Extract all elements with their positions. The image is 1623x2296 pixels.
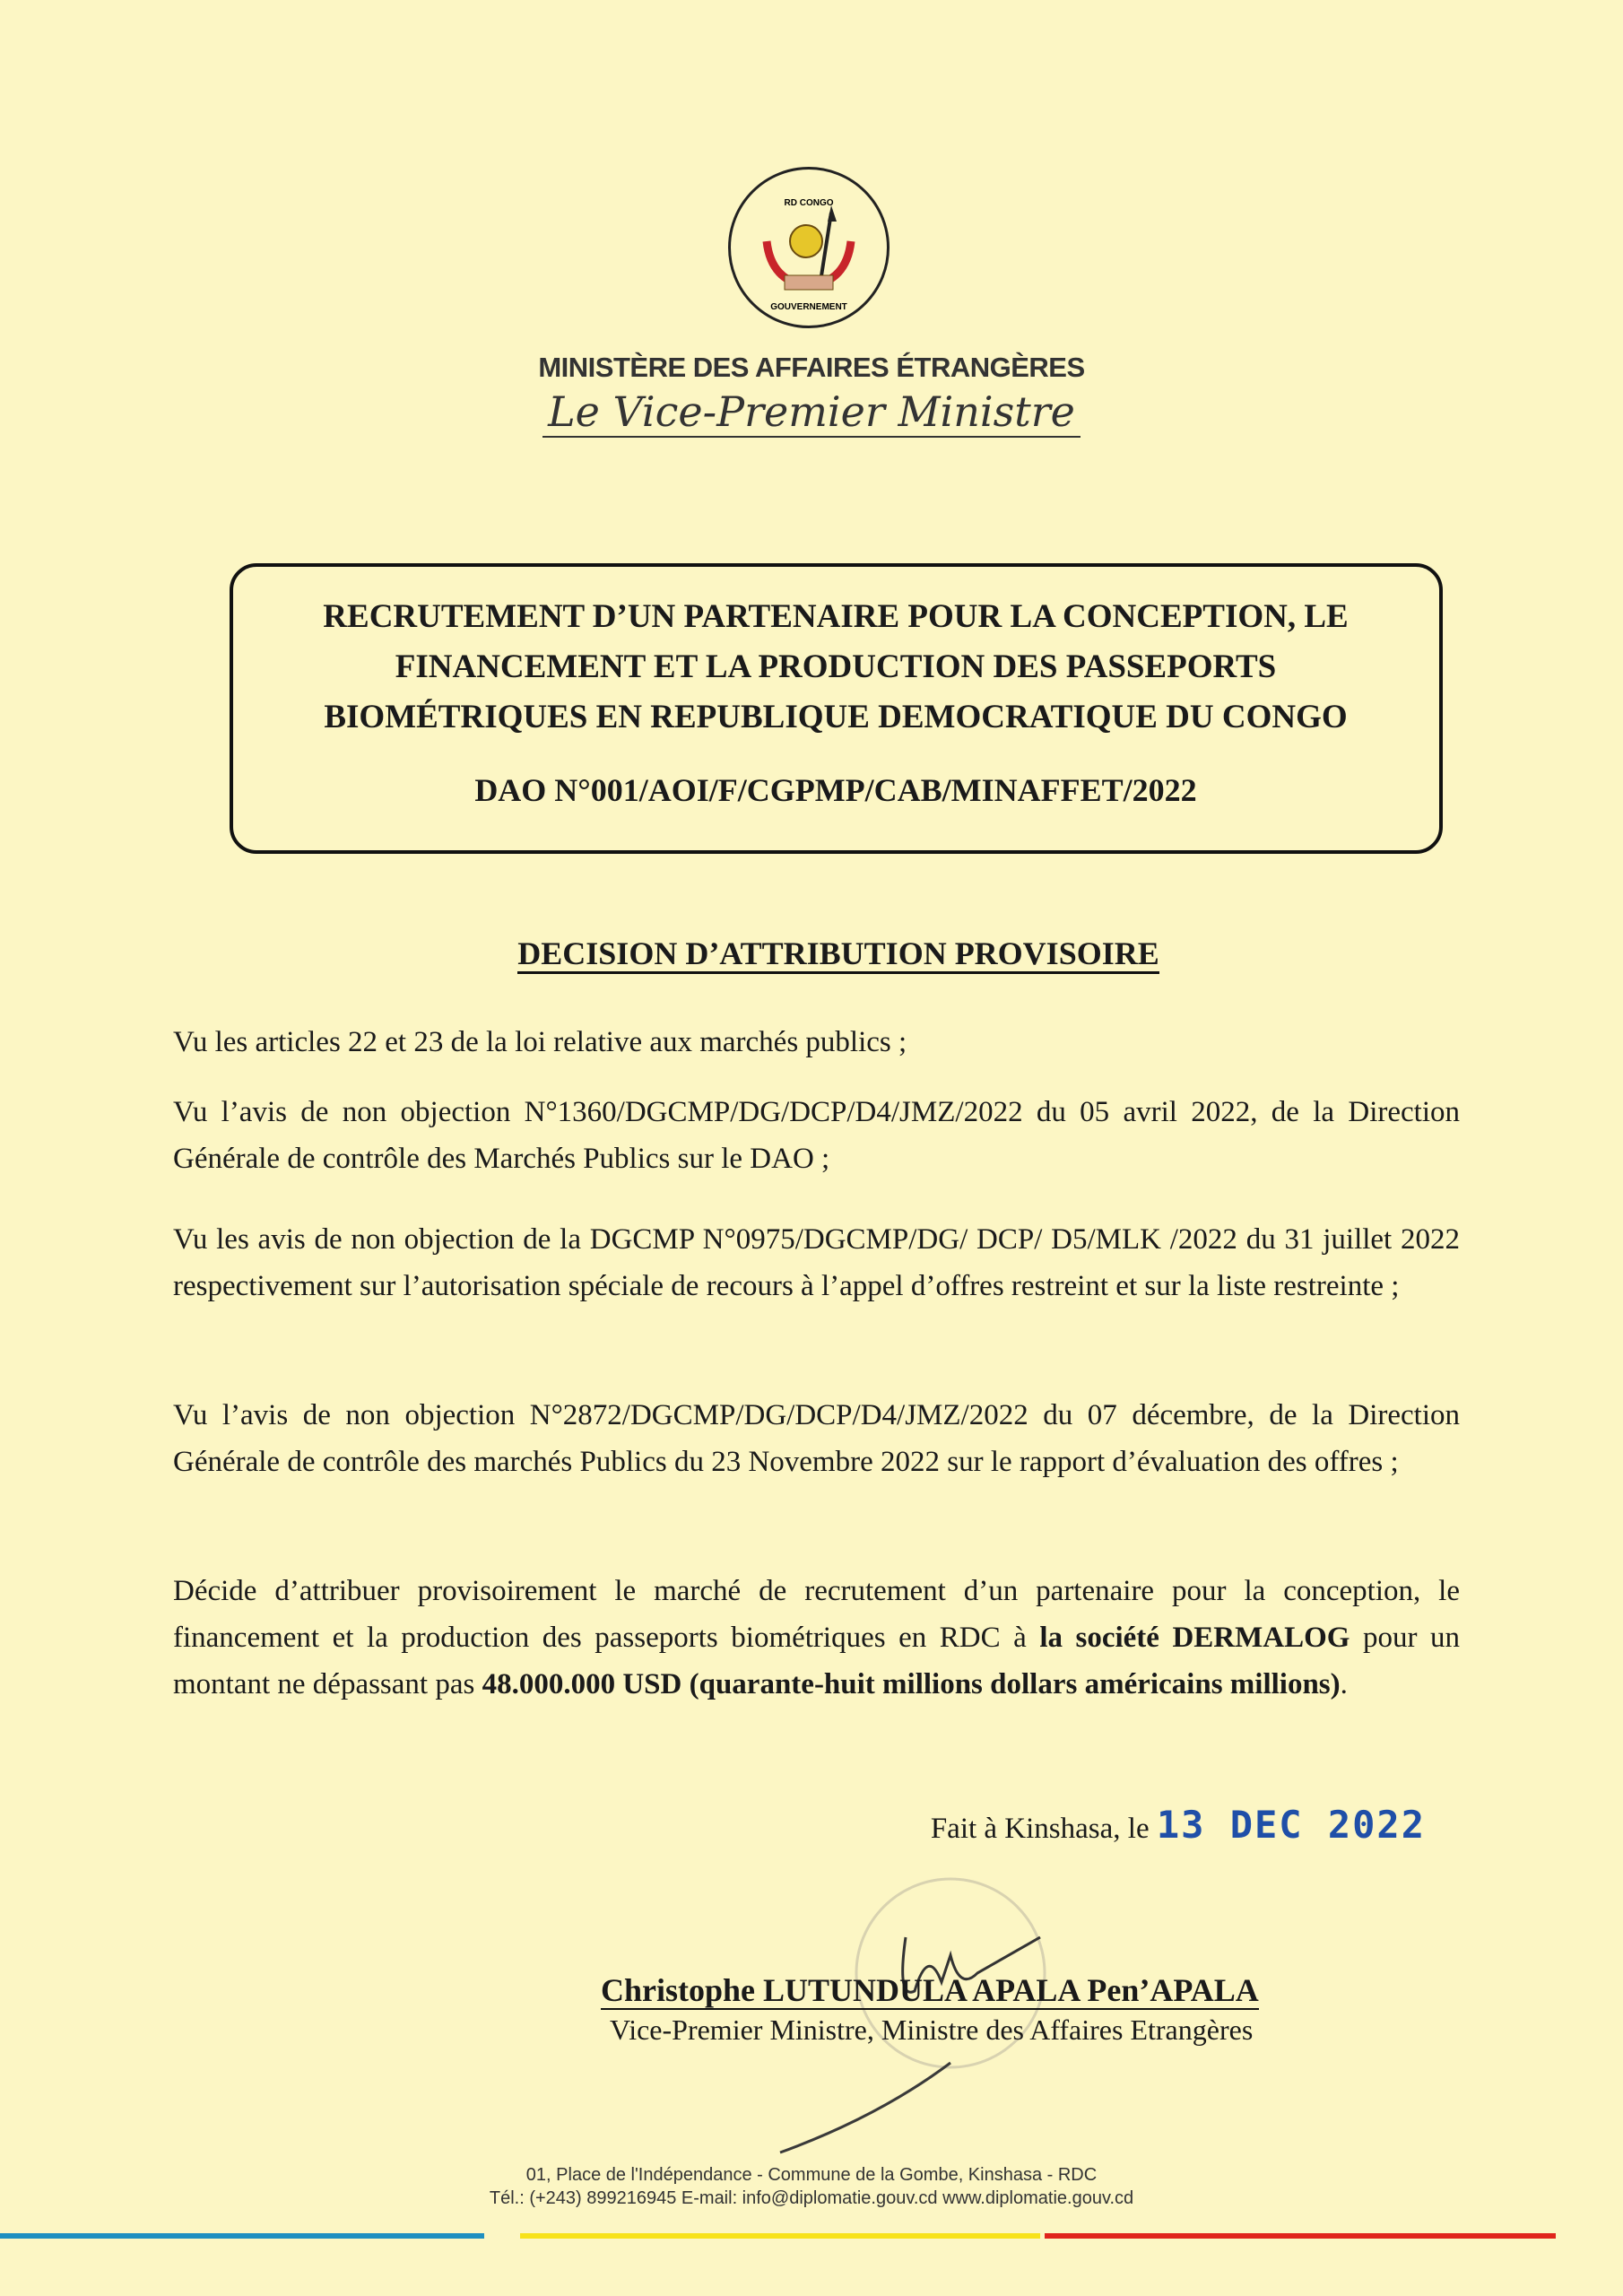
footer-address: 01, Place de l'Indépendance - Commune de la Gombe, Kinshasa - RDC	[525, 2165, 1098, 2185]
paragraph-4: Vu l’avis de non objection N°2872/DGCMP/DG/DCP/D4/JMZ/2022 du 07 décembre, de la Direction Générale de contrôle des marchés Publics du 23 Novembre 2022 sur le rapport d’évaluation des offres ;	[173, 1399, 1460, 1478]
coat-of-arms-icon	[731, 170, 887, 326]
place-date: Fait à Kinshasa, le 13 DEC 2022	[930, 1803, 1426, 1847]
paragraph-3: Vu les avis de non objection de la DGCMP N°0975/DGCMP/DG/ DCP/ D5/MLK /2022 du 31 juillet 2022 respectivement sur l’autorisation spéciale de recours à l’appel d’offres restreint et sur la liste restreinte ;	[173, 1223, 1460, 1302]
ministry-name: MINISTÈRE DES AFFAIRES ÉTRANGÈRES	[538, 352, 1085, 383]
decision-paragraph: Décide d’attribuer provisoirement le marché de recrutement d’un partenaire pour la conception, le financement et la production des passeports biométriques en RDC à la société DERMALOG pour un montant ne dépassant pas 48.000.000 USD (quarante-huit millions dollars américains millions).	[173, 1575, 1460, 1700]
svg-text:GOUVERNEMENT: GOUVERNEMENT	[770, 302, 847, 312]
paragraph-2: Vu l’avis de non objection N°1360/DGCMP/DG/DCP/D4/JMZ/2022 du 05 avril 2022, de la Direction Générale de contrôle des Marchés Publics sur le DAO ;	[173, 1096, 1460, 1175]
flag-bar-yellow	[520, 2233, 1040, 2239]
government-seal	[728, 167, 890, 328]
dao-reference: DAO N°001/AOI/F/CGPMP/CAB/MINAFFET/2022	[474, 772, 1197, 808]
date-stamp: 13 DEC 2022	[1156, 1803, 1426, 1847]
svg-text:RD CONGO: RD CONGO	[784, 198, 834, 208]
document-title: RECRUTEMENT D’UN PARTENAIRE POUR LA CONCEPTION, LE FINANCEMENT ET LA PRODUCTION DES PASSEPORTS BIOMÉTRIQUES EN REPUBLIQUE DEMOCRATIQUE DU CONGO	[323, 598, 1349, 735]
paragraph-1: Vu les articles 22 et 23 de la loi relative aux marchés publics ;	[173, 1026, 907, 1058]
signatory-title: Vice-Premier Ministre, Ministre des Affaires Etrangères	[610, 2013, 1254, 2046]
flag-bar-blue	[0, 2233, 484, 2239]
footer-contact: Tél.: (+243) 899216945 E-mail: info@diplomatie.gouv.cd www.diplomatie.gouv.cd	[489, 2188, 1134, 2208]
signatory-name: Christophe LUTUNDULA APALA Pen’APALA	[601, 1972, 1259, 2008]
flag-bar-red	[1045, 2233, 1556, 2239]
decision-heading: DECISION D’ATTRIBUTION PROVISOIRE	[0, 935, 1623, 972]
office-title: Le Vice-Premier Ministre	[0, 387, 1623, 436]
